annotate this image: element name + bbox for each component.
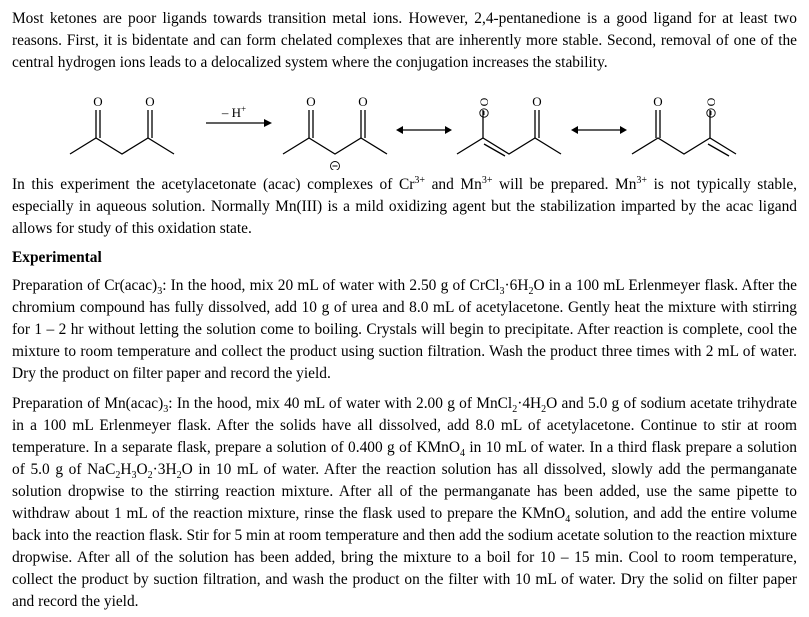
oxygen-label: O: [532, 94, 542, 109]
experimental-heading: Experimental: [12, 249, 102, 266]
enolate-left-oxygen-structure: [457, 110, 561, 156]
reaction-scheme: [0, 80, 809, 170]
cr-acac-preparation-paragraph: Preparation of $Cr(acac)_3$: In the hood, mix 20 mL of water with 2.50 g of $CrCl_3\cdot 6H_2O$ in a 100 mL Erlenmeyer flask. After the chromium compound has fully dissolved, add 10 g of urea and 8.0 mL of acetylacetone. Gently heat the mixture with stirring for 1 – 2 hr without letting the solution come to boiling. Crystals will begin to precipitate. After reaction is complete, cool the mixture to room temperature and collect the product using suction filtration. Wash the product three times with 2 mL of water. Dry the product on filter paper and record the yield.: [12, 277, 797, 382]
svg-text:O: O: [477, 97, 491, 107]
reagent-label: – H+: [221, 104, 247, 120]
enolate-right-oxygen-structure: [632, 110, 736, 156]
acetylacetone-structure: [70, 110, 174, 154]
oxide-anion-right: [704, 97, 718, 117]
intro-paragraph: Most ketones are poor ligands towards transition metal ions. However, 2,4-pentanedione is a good ligand for at least two reasons. First, it is bidentate and can form chelated complexes that are inherently more stable. Second, removal of one of the central hydrogen ions leads to a delocalized system where the conjugation increases the stability.: [12, 10, 797, 71]
oxygen-label: O: [145, 94, 155, 109]
oxygen-label: O: [358, 94, 368, 109]
oxygen-label: O: [653, 94, 663, 109]
deprotonation-resonance-diagram: [0, 80, 809, 170]
enolate-carbanion-structure: [283, 110, 387, 154]
oxygen-label: O: [93, 94, 103, 109]
experiment-intro-paragraph: In this experiment the acetylacetonate (acac) complexes of $Cr^{3+}$ and $Mn^{3+}$ will be prepared. $Mn^{3+}$ is not typically stable, especially in aqueous solution. Normally Mn(III) is a mild oxidizing agent but the stabilization imparted by the acac ligand allows for study of this oxidation state.: [12, 174, 797, 237]
carbanion-charge: [331, 162, 340, 171]
mn-acac-preparation-paragraph: Preparation of $Mn(acac)_3$: In the hood, mix 40 mL of water with 2.00 g of $MnCl_2\cdot 4H_2O$ and 5.0 g of sodium acetate trihydrate in a 100 mL Erlenmeyer flask. After the solids have all dissolved, add 8.0 mL of acetylacetone. Continue to stir at room temperature. In a separate flask, prepare a solution of 0.400 g of KMnO$_4$ in 10 mL of water. In a third flask prepare a solution of 5.0 g of $NaC_2H_3O_2\cdot 3H_2O$ in 10 mL of water. After the reaction solution has all dissolved, slowly add the permanganate solution dropwise to the stirring reaction mixture. After all of the permanganate has been added, use the same pipette to withdraw about 1 mL of the reaction mixture, rinse the flask used to prepare the KMnO$_4$ solution, and add the entire volume back into the reaction flask. Stir for 5 min at room temperature and then add the sodium acetate solution to the reaction mixture dropwise. After all of the solution has been added, bring the mixture to a boil for 10 – 15 min. Cool to room temperature, collect the product by suction filtration, and wash the product on the filter with 10 mL of water. Dry the solid on filter paper and record the yield.: [12, 395, 797, 610]
oxide-anion-left: [477, 97, 491, 117]
oxygen-label: O: [306, 94, 316, 109]
svg-text:O: O: [704, 97, 718, 107]
